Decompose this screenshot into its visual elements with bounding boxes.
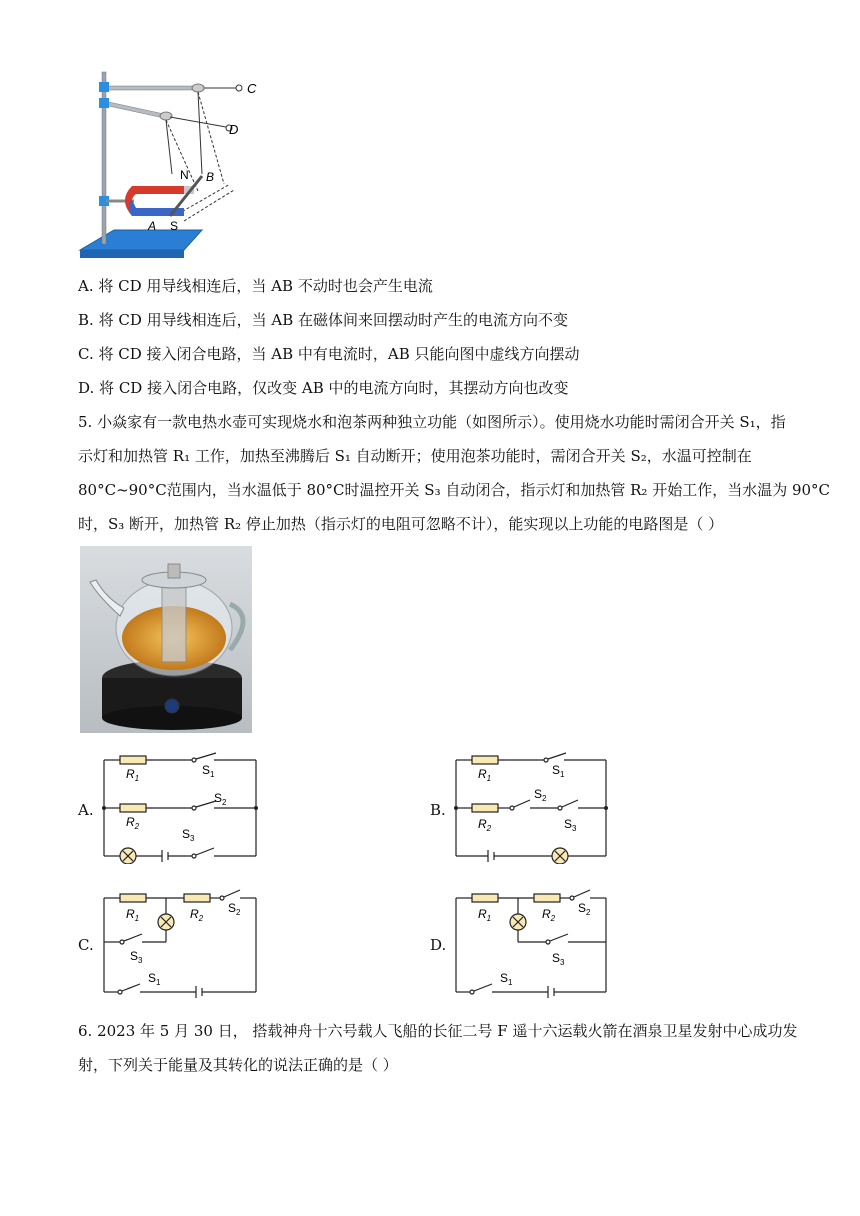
label-D: D [229,122,239,137]
circuit-a-letter: A. [78,801,94,819]
label-A: A [148,219,157,233]
circuit-c-diagram [96,886,266,1000]
question-5-text: 5. 小焱家有一款电热水壶可实现烧水和泡茶两种独立功能（如图所示）。使用烧水功能时需闭合开关 S₁，指 示灯和加热管 R₁ 工作，加热至沸腾后 S₁ 自动断开；使用泡茶功能时，需闭合开关 S₂，水温可控制在 80°C~90°C范围内，当水温低于 80°C时温控开关 S₃ 自动闭合，指示灯和加热管 R₂ 开始工作，当水温为 90°C 时，S₃ 断开，加热管 R₂ 停止加热（指示灯的电阻可忽略不计），能实现以上功能的电路图是（ ） [78,413,831,533]
svg-text:S1: $S_1$ [202,763,215,779]
label-C: C [247,81,257,96]
circuit-b-letter: B. [430,801,446,819]
q4-option-d: D. 将 CD 接入闭合电路，仅改变 AB 中的电流方向时，其摆动方向也改变 [78,379,569,397]
svg-text:S1: $S_1$ [552,763,565,779]
svg-text:S2: $S_2$ [214,791,227,807]
svg-text:R1: $R_1$ [126,767,140,783]
electromagnetic-swing-figure [74,66,274,266]
teapot-photo [80,546,252,733]
circuit-a-diagram [96,752,266,864]
svg-text:S2: $S_2$ [534,787,547,803]
svg-text:S3: $S_3$ [552,951,565,967]
svg-text:S3: $S_3$ [564,817,577,833]
question-6-text: 6. 2023 年 5 月 30 日， 搭载神舟十六号载人飞船的长征二号 F 遥十六运载火箭在酒泉卫星发射中心成功发 射，下列关于能量及其转化的说法正确的是（ ） [78,1022,798,1074]
q4-option-b: B. 将 CD 用导线相连后，当 AB 在磁体间来回摆动时产生的电流方向不变 [78,311,569,329]
q4-option-a: A. 将 CD 用导线相连后，当 AB 不动时也会产生电流 [78,277,433,295]
svg-text:R1: $R_1$ [478,767,492,783]
svg-text:R2: $R_2$ [542,907,556,923]
svg-text:R2: $R_2$ [190,907,204,923]
circuit-b-diagram [448,752,618,864]
svg-text:R2: $R_2$ [126,815,140,831]
circuit-d-diagram [448,886,618,1000]
svg-text:S3: $S_3$ [130,949,143,965]
label-B: B [206,170,215,184]
svg-text:R1: $R_1$ [478,907,492,923]
svg-text:S2: $S_2$ [578,901,591,917]
q4-option-c: C. 将 CD 接入闭合电路，当 AB 中有电流时，AB 只能向图中虚线方向摆动 [78,345,580,363]
svg-text:S1: $S_1$ [500,971,513,987]
label-S: S [170,219,179,233]
circuit-d-letter: D. [430,936,447,954]
svg-text:S1: $S_1$ [148,971,161,987]
svg-text:R2: $R_2$ [478,817,492,833]
circuit-c-letter: C. [78,936,94,954]
svg-text:R1: $R_1$ [126,907,140,923]
svg-text:S3: $S_3$ [182,827,195,843]
label-N: N [180,168,189,182]
svg-text:S2: $S_2$ [228,901,241,917]
